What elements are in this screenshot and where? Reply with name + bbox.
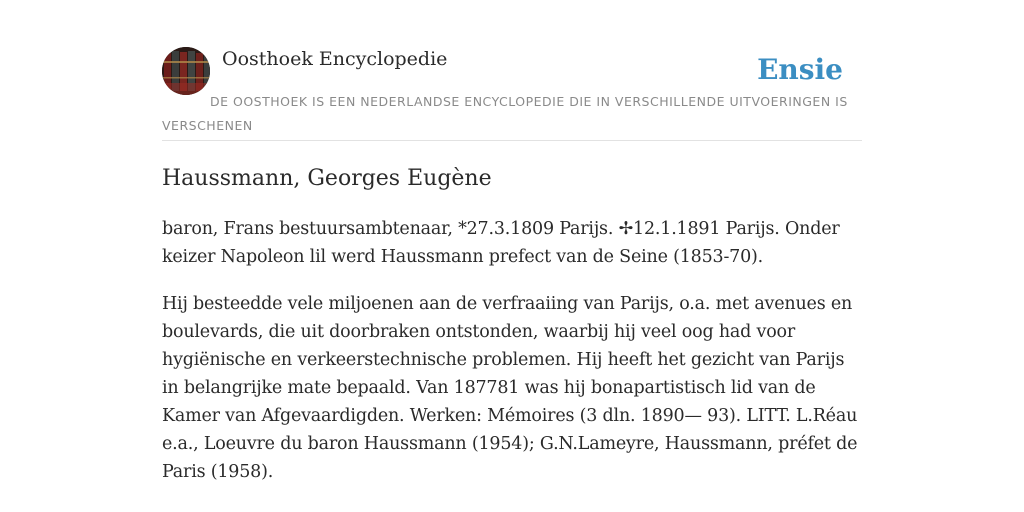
book-spines-icon[interactable] xyxy=(162,47,210,95)
site-header xyxy=(162,46,862,141)
site-tagline: DE OOSTHOEK IS EEN NEDERLANDSE ENCYCLOPEDIE DIE IN VERSCHILLENDE UITVOERINGEN IS VERSCHENEN xyxy=(162,94,848,133)
article-paragraph: baron, Frans bestuursambtenaar, *27.3.1809 Parijs. ✢12.1.1891 Parijs. Onder keizer Napoleon lil werd Haussmann prefect van de Seine (1853-70). xyxy=(162,219,840,267)
article xyxy=(162,162,862,486)
article-paragraph: Hij besteedde vele miljoenen aan de verfraaiing van Parijs, o.a. met avenues en boulevards, die uit doorbraken ontstonden, waarbij hij veel oog had voor hygiënische en verkeerstechnische problemen. Hij heeft het gezicht van Parijs in belangrijke mate bepaald. Van 187781 was hij bonapartistisch lid van de Kamer van Afgevaardigden. Werken: Mémoires (3 dln. 1890— 93). LITT. L.Réau e.a., Loeuvre du baron Haussmann (1954); G.N.Lameyre, Haussmann, préfet de Paris (1958). xyxy=(162,294,858,482)
article-title: Haussmann, Georges Eugène xyxy=(162,166,492,191)
ensie-logo[interactable]: Ensie xyxy=(757,53,843,86)
site-title-link[interactable]: Oosthoek Encyclopedie xyxy=(222,48,448,70)
